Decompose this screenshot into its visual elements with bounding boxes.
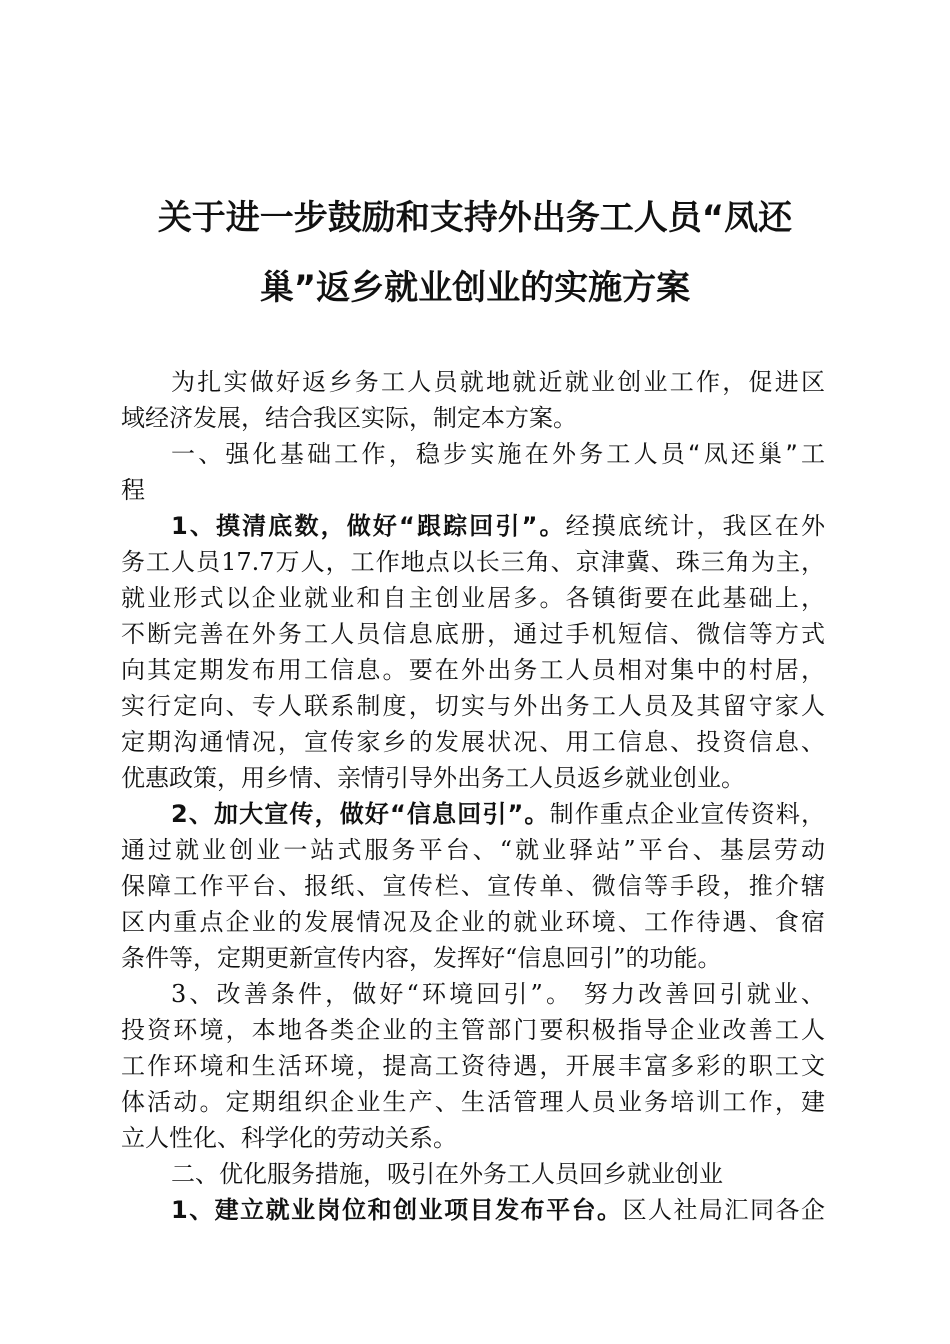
item-1-3-line: 工作环境和生活环境，提高工资待遇，开展丰富多彩的职工文 <box>121 1052 825 1080</box>
item-1-1-line: 优惠政策，用乡情、亲情引导外出务工人员返乡就业创业。 <box>121 764 745 792</box>
item-1-3-line: 投资环境，本地各类企业的主管部门要积极指导企业改善工人 <box>121 1016 825 1044</box>
item-1-1-lead-rest: 经摸底统计，我区在外 <box>565 512 825 540</box>
item-1-1-line: 不断完善在外务工人员信息底册，通过手机短信、微信等方式 <box>121 620 825 648</box>
item-1-1-line: 实行定向、专人联系制度，切实与外出务工人员及其留守家人 <box>121 692 825 720</box>
document-body <box>121 364 825 1228</box>
item-1-1-bold-lead: 1、摸清底数，做好“跟踪回引”。 <box>171 512 566 540</box>
item-1-2-line: 区内重点企业的发展情况及企业的就业环境、工作待遇、食宿 <box>121 908 825 936</box>
section-1-heading-line-2: 程 <box>121 476 145 504</box>
section-2-heading: 二、优化服务措施，吸引在外务工人员回乡就业创业 <box>171 1160 723 1188</box>
item-1-2-bold-lead: 2、加大宣传，做好“信息回引”。 <box>171 800 550 828</box>
intro-line-2: 域经济发展，结合我区实际，制定本方案。 <box>121 404 577 432</box>
item-1-1-line: 就业形式以企业就业和自主创业居多。各镇街要在此基础上， <box>121 584 825 612</box>
item-1-3-first-line: 3、改善条件，做好“环境回引”。 努力改善回引就业、 <box>171 980 825 1008</box>
document-title-line-1: 关于进一步鼓励和支持外出务工人员“凤还 <box>157 198 793 238</box>
intro-line-1: 为扎实做好返乡务工人员就地就近就业创业工作，促进区 <box>171 368 825 396</box>
item-1-2-line: 通过就业创业一站式服务平台、“就业驿站”平台、基层劳动 <box>121 836 825 864</box>
item-1-2-first-line <box>121 796 825 832</box>
section-1-heading-line-1: 一、强化基础工作，稳步实施在外务工人员“凤还巢”工 <box>171 440 825 468</box>
item-1-2-line: 条件等，定期更新宣传内容，发挥好“信息回引”的功能。 <box>121 944 722 972</box>
item-1-1-first-line <box>121 508 825 544</box>
item-1-1-line: 务工人员17.7万人，工作地点以长三角、京津冀、珠三角为主， <box>121 548 825 576</box>
item-1-3-line: 体活动。定期组织企业生产、生活管理人员业务培训工作，建 <box>121 1088 825 1116</box>
item-2-1-first-line <box>121 1192 825 1228</box>
item-2-1-lead-rest: 区人社局汇同各企 <box>622 1196 825 1224</box>
item-1-3-line: 立人性化、科学化的劳动关系。 <box>121 1124 457 1152</box>
item-1-2-lead-rest: 制作重点企业宣传资料， <box>549 800 825 828</box>
document-title-line-2: 巢”返乡就业创业的实施方案 <box>259 268 691 308</box>
item-1-1-line: 向其定期发布用工信息。要在外出务工人员相对集中的村居， <box>121 656 825 684</box>
item-1-2-line: 保障工作平台、报纸、宣传栏、宣传单、微信等手段，推介辖 <box>121 872 825 900</box>
item-2-1-bold-lead: 1、建立就业岗位和创业项目发布平台。 <box>171 1196 623 1224</box>
item-1-1-line: 定期沟通情况，宣传家乡的发展状况、用工信息、投资信息、 <box>121 728 825 756</box>
